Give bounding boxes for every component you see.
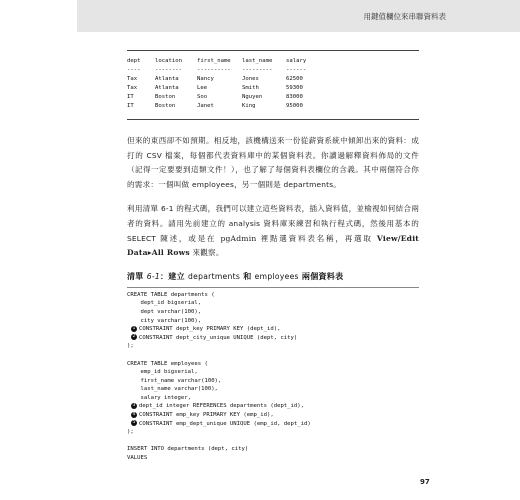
- table-cell: last_name: [242, 58, 273, 64]
- code-line: [127, 308, 419, 317]
- table-cell: King: [242, 103, 256, 109]
- table-cell: --------: [155, 67, 182, 73]
- code-block-insert: [127, 445, 419, 462]
- code-text: dept_id bigserial,: [127, 300, 202, 307]
- table-cell: Boston: [155, 103, 176, 109]
- code-text: dept varchar(100),: [127, 308, 202, 315]
- code-line: [127, 454, 419, 463]
- caption-number: 6-1: [146, 271, 160, 281]
- code-line: [127, 411, 419, 420]
- caption-text-1: ：建立: [160, 270, 188, 281]
- para2-select: SELECT: [127, 233, 157, 243]
- table-separator-row: [127, 66, 419, 75]
- table-header-row: [127, 57, 419, 66]
- table-cell: ----: [127, 67, 141, 73]
- table-cell: 83000: [286, 94, 303, 100]
- menu-arrow-icon: ▸: [147, 248, 152, 258]
- code-line: [127, 445, 419, 454]
- paragraph-listing-intro: [127, 202, 419, 260]
- table-cell: IT: [127, 103, 134, 109]
- para1-csv: CSV: [146, 150, 162, 160]
- callout-marker-icon: 1: [132, 325, 136, 331]
- code-text: salary integer,: [127, 394, 191, 401]
- table-row: [127, 84, 419, 93]
- code-line: [127, 334, 419, 343]
- code-line: [127, 385, 419, 394]
- code-text: CREATE TABLE employees (: [127, 360, 208, 367]
- code-gap: [127, 437, 419, 446]
- running-header: [77, 0, 520, 32]
- table-cell: 95000: [286, 103, 303, 109]
- table-cell: Smith: [242, 85, 259, 91]
- table-cell: Atlanta: [155, 76, 179, 82]
- code-text: );: [127, 343, 134, 350]
- paragraph-intro: [127, 134, 419, 192]
- table-cell: Boston: [155, 94, 176, 100]
- callout-marker-icon: 5: [132, 420, 136, 426]
- caption-departments: departments: [188, 271, 241, 281]
- result-table: [127, 57, 419, 111]
- para2-text-3: 資料庫來練習和執行程式碼，然後用基本的: [260, 218, 420, 228]
- code-text: emp_id bigserial,: [127, 369, 198, 376]
- code-gap: [127, 351, 419, 360]
- table-cell: first_name: [197, 58, 231, 64]
- para1-text-3: ，另一個則是: [234, 179, 284, 189]
- caption-employees: employees: [254, 271, 299, 281]
- code-line: [127, 420, 419, 429]
- code-line: [127, 402, 419, 411]
- code-text: CONSTRAINT dept_key PRIMARY KEY (dept_id),: [139, 326, 281, 333]
- table-cell: 62500: [286, 76, 303, 82]
- listing-caption: [127, 271, 419, 282]
- table-top-rule: [127, 50, 419, 51]
- code-block-employees: [127, 360, 419, 437]
- running-header-title: 用鍵值欄位來串聯資料表: [363, 12, 446, 21]
- caption-text-3: 兩個資料表: [298, 270, 344, 281]
- code-line: [127, 317, 419, 326]
- para1-text-2: 檔案，每個都代表資料庫中的某個資料表。你讀過解釋資料佈局的文件（記得一定要要到這類文件！），也了解了每個資料表欄位的含義。其中兩個符合你的需求：一個叫做: [127, 150, 420, 189]
- code-text: INSERT INTO departments (dept, city): [127, 446, 249, 453]
- code-text: CONSTRAINT dept_city_unique UNIQUE (dept, city): [139, 334, 298, 341]
- para2-pgadmin: pgAdmin: [220, 233, 257, 243]
- code-text: dept_id integer REFERENCES departments (dept_id),: [139, 403, 305, 410]
- para2-text-2: 的程式碼，我們可以建立這些資料表，插入資料值，並檢視如何結合兩者的資料。請用先前建立的: [127, 204, 420, 228]
- table-cell: Nancy: [197, 76, 214, 82]
- code-text: CREATE TABLE departments (: [127, 291, 215, 298]
- code-line: [127, 342, 419, 351]
- code-text: last_name varchar(100),: [127, 386, 218, 393]
- code-listing: [127, 291, 419, 463]
- table-cell: Soo: [197, 94, 208, 100]
- table-cell: ----------: [197, 67, 231, 73]
- para1-employees: employees: [191, 179, 235, 189]
- table-row: [127, 102, 419, 111]
- callout-marker-icon: 2: [132, 334, 136, 340]
- table-cell: location: [155, 58, 182, 64]
- table-cell: IT: [127, 94, 134, 100]
- code-text: first_name varchar(100),: [127, 377, 222, 384]
- code-line: [127, 291, 419, 300]
- table-row: [127, 93, 419, 102]
- para2-menu-all-rows: All Rows: [151, 248, 190, 258]
- para2-menu-view-edit: View/Edit Data: [127, 233, 419, 258]
- code-line: [127, 299, 419, 308]
- table-cell: Nguyen: [242, 94, 263, 100]
- table-row: [127, 75, 419, 84]
- code-line: [127, 325, 419, 334]
- table-cell: Atlanta: [155, 85, 179, 91]
- code-text: city varchar(100),: [127, 317, 202, 324]
- code-line: [127, 360, 419, 369]
- table-bottom-rule: [127, 119, 419, 120]
- table-cell: Tax: [127, 76, 138, 82]
- caption-text-2: 和: [240, 270, 255, 281]
- table-cell: ---------: [242, 67, 273, 73]
- table-cell: 59300: [286, 85, 303, 91]
- table-cell: Janet: [197, 103, 214, 109]
- code-line: [127, 394, 419, 403]
- para1-text-4: 。: [333, 179, 342, 189]
- para2-text-6: 來觀察。: [189, 248, 224, 258]
- para2-listing: 6-1: [160, 204, 174, 214]
- code-block-departments: [127, 291, 419, 351]
- para1-text-1: 但來的東西卻不如預期。相反地，該機構送來一份從薪資系統中傾卸出來的資料：成打的: [127, 136, 419, 160]
- code-line: [127, 428, 419, 437]
- callout-marker-icon: 4: [132, 411, 136, 417]
- para2-analysis: analysis: [228, 218, 261, 228]
- code-top-rule: [127, 287, 419, 288]
- code-line: [127, 377, 419, 386]
- table-cell: Jones: [242, 76, 259, 82]
- para1-departments: departments: [283, 179, 334, 189]
- para2-text-1: 利用清單: [127, 204, 161, 214]
- table-cell: salary: [286, 58, 307, 64]
- para2-text-4: 陳述，或是在: [156, 233, 221, 243]
- caption-prefix: 清單: [127, 270, 147, 281]
- callout-marker-icon: 3: [132, 402, 136, 408]
- page-body: [127, 50, 419, 463]
- table-cell: Lee: [197, 85, 208, 91]
- code-text: CONSTRAINT emp_key PRIMARY KEY (emp_id),: [139, 412, 274, 419]
- code-text: );: [127, 429, 134, 436]
- table-cell: dept: [127, 58, 141, 64]
- code-line: [127, 368, 419, 377]
- code-text: CONSTRAINT emp_dept_unique UNIQUE (emp_id, dept_id): [139, 420, 311, 427]
- table-cell: ------: [286, 67, 307, 73]
- page-number: 97: [420, 478, 430, 486]
- para2-text-5: 裡點選資料表名稱，再選取: [256, 233, 377, 243]
- table-cell: Tax: [127, 85, 138, 91]
- code-text: VALUES: [127, 455, 148, 462]
